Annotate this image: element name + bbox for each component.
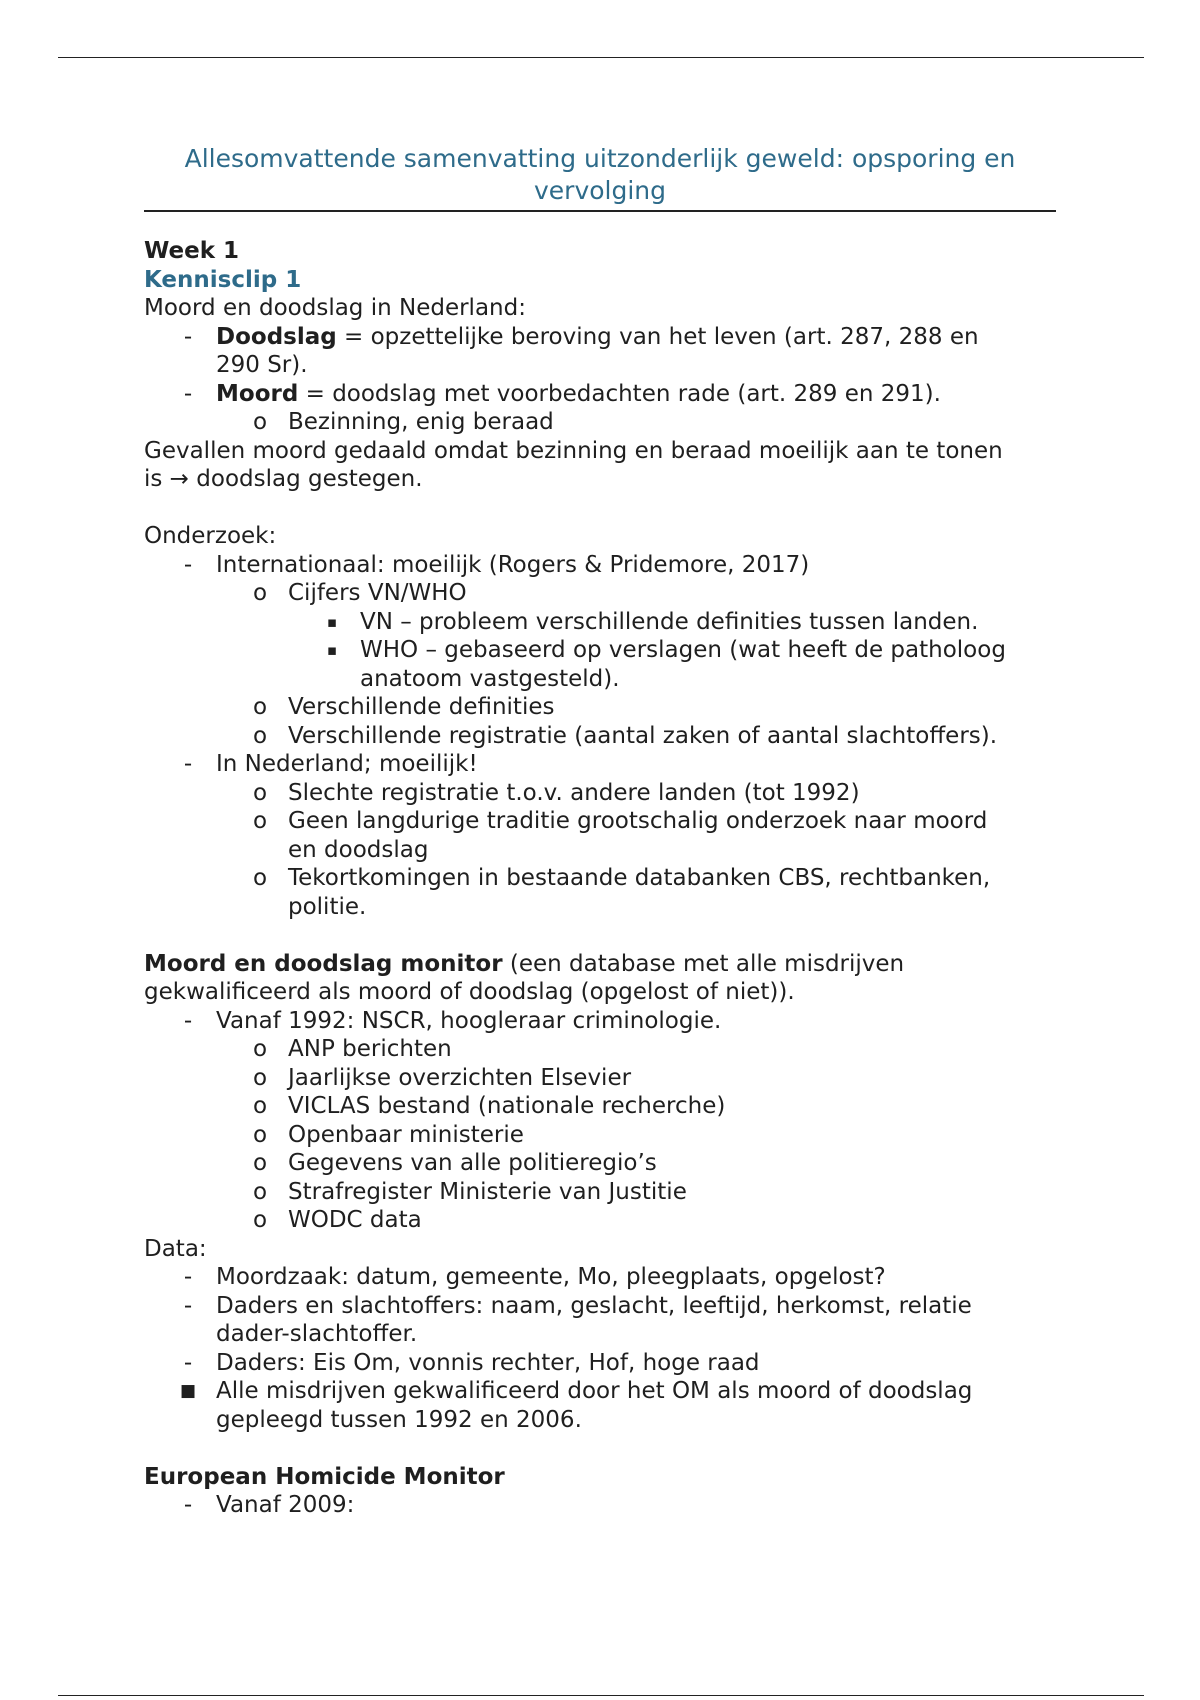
- list-item: [144, 1377, 1064, 1434]
- list-item: [144, 1121, 1064, 1150]
- header-rule: [58, 57, 1144, 58]
- list-item: [144, 1178, 1064, 1207]
- list-item: [144, 608, 1064, 637]
- circle-bullet: o: [252, 409, 268, 435]
- circle-bullet: o: [252, 1150, 268, 1176]
- week-heading: Week 1: [144, 238, 240, 264]
- square-bullet: ▪: [326, 612, 338, 631]
- circle-bullet: o: [252, 1093, 268, 1119]
- circle-bullet: o: [252, 1036, 268, 1062]
- circle-bullet: o: [252, 1178, 268, 1205]
- circle-bullet: o: [252, 722, 268, 749]
- circle-bullet: o: [252, 779, 268, 806]
- source-item: ANP berichten: [288, 1036, 452, 1062]
- nl-sub-3-cont: politie.: [288, 893, 367, 920]
- dash-bullet: -: [183, 1292, 193, 1319]
- list-item: [144, 1263, 1064, 1292]
- data-label: Data:: [144, 1235, 207, 1262]
- document-title: [144, 143, 1056, 212]
- dash-bullet: -: [183, 323, 193, 350]
- dash-bullet: -: [183, 1492, 193, 1518]
- data-item-3: Daders: Eis Om, vonnis rechter, Hof, hoge raad: [216, 1349, 760, 1376]
- nl-sub-2-cont: en doodslag: [288, 836, 429, 863]
- circle-bullet: o: [252, 1207, 268, 1233]
- list-item: [144, 779, 1064, 808]
- square-bullet: ▪: [326, 641, 338, 659]
- clip-heading: Kennisclip 1: [144, 266, 302, 293]
- list-item: [144, 1064, 1064, 1093]
- square-bullet: ■: [180, 1381, 197, 1401]
- list-item: [144, 380, 1064, 409]
- intl-sub-3: Verschillende registratie (aantal zaken of aantal slachtoffers).: [288, 722, 998, 749]
- paragraph-fall-cont: is → doodslag gestegen.: [144, 466, 423, 492]
- intl-sub-2: Verschillende definities: [288, 694, 555, 720]
- ehm-heading: European Homicide Monitor: [144, 1463, 505, 1490]
- circle-bullet: o: [252, 1064, 268, 1091]
- paragraph-fall: Gevallen moord gedaald omdat bezinning en beraad moeilijk aan te tonen: [144, 437, 1003, 464]
- list-item: [144, 693, 1064, 722]
- intl-sub-1b-cont: anatoom vastgesteld).: [360, 665, 620, 692]
- list-item: [144, 636, 1064, 693]
- moord-sub: Bezinning, enig beraad: [288, 409, 554, 435]
- dash-bullet: -: [183, 380, 193, 407]
- circle-bullet: o: [252, 808, 268, 834]
- source-item: Openbaar ministerie: [288, 1121, 524, 1148]
- def-moord: = doodslag met voorbedachten rade (art. 289 en 291).: [298, 380, 941, 407]
- list-item: [144, 1007, 1064, 1036]
- intl-text: Internationaal: moeilijk (Rogers & Pridemore, 2017): [216, 551, 810, 578]
- data-item-4: Alle misdrijven gekwalificeerd door het OM als moord of doodslag: [216, 1378, 973, 1404]
- source-item: VICLAS bestand (nationale recherche): [288, 1093, 726, 1119]
- data-item-4-cont: gepleegd tussen 1992 en 2006.: [216, 1406, 582, 1433]
- dash-bullet: -: [183, 1349, 193, 1376]
- dash-bullet: -: [183, 751, 193, 777]
- since-2009: Vanaf 2009:: [216, 1492, 355, 1518]
- footer-rule: [58, 1695, 1144, 1696]
- intl-sub-1a: VN – probleem verschillende definities tussen landen.: [360, 608, 979, 635]
- list-item: [144, 579, 1064, 608]
- intl-sub-1b: WHO – gebaseerd op verslagen (wat heeft de patholoog: [360, 637, 1006, 663]
- data-item-2: Daders en slachtoffers: naam, geslacht, leeftijd, herkomst, relatie: [216, 1292, 972, 1319]
- nl-sub-3: Tekortkomingen in bestaande databanken CBS, rechtbanken,: [288, 865, 991, 891]
- source-item: Strafregister Ministerie van Justitie: [288, 1178, 687, 1205]
- list-item: [144, 1035, 1064, 1064]
- nl-sub-1: Slechte registratie t.o.v. andere landen (tot 1992): [288, 779, 860, 806]
- monitor-desc: (een database met alle misdrijven: [502, 950, 905, 977]
- research-label: Onderzoek:: [144, 523, 277, 549]
- list-item: [144, 1349, 1064, 1378]
- term-moord: Moord: [216, 380, 299, 407]
- monitor-desc-cont: gekwalificeerd als moord of doodslag (opgelost of niet)).: [144, 979, 795, 1005]
- dash-bullet: -: [183, 551, 193, 578]
- list-item: [144, 408, 1064, 437]
- since-1992: Vanaf 1992: NSCR, hoogleraar criminologie.: [216, 1007, 722, 1034]
- term-doodslag: Doodslag: [216, 323, 337, 350]
- list-item: [144, 551, 1064, 580]
- document-body: [144, 237, 1064, 1520]
- list-item: [144, 750, 1064, 779]
- list-item: [144, 1206, 1064, 1235]
- title-line-2: vervolging: [533, 176, 667, 205]
- list-item: [144, 807, 1064, 864]
- source-item: Gegevens van alle politieregio’s: [288, 1150, 657, 1176]
- data-item-2-cont: dader-slachtoffer.: [216, 1321, 418, 1347]
- source-item: Jaarlijkse overzichten Elsevier: [288, 1064, 632, 1091]
- list-item: [144, 722, 1064, 751]
- circle-bullet: o: [252, 580, 268, 606]
- dash-bullet: -: [183, 1264, 193, 1290]
- list-item: [144, 1092, 1064, 1121]
- nl-text: In Nederland; moeilijk!: [216, 751, 478, 777]
- circle-bullet: o: [252, 694, 268, 720]
- def-doodslag-cont: 290 Sr).: [216, 352, 308, 378]
- data-item-1: Moordzaak: datum, gemeente, Mo, pleegplaats, opgelost?: [216, 1264, 886, 1290]
- circle-bullet: o: [252, 865, 268, 891]
- circle-bullet: o: [252, 1121, 268, 1148]
- list-item: [144, 864, 1064, 921]
- list-item: [144, 1292, 1064, 1349]
- list-item: [144, 323, 1064, 380]
- dash-bullet: -: [183, 1007, 193, 1034]
- list-item: [144, 1149, 1064, 1178]
- list-item: [144, 1491, 1064, 1520]
- nl-sub-2: Geen langdurige traditie grootschalig onderzoek naar moord: [288, 808, 988, 834]
- source-item: WODC data: [288, 1207, 422, 1233]
- intl-sub-1: Cijfers VN/WHO: [288, 580, 467, 606]
- title-line-1: Allesomvattende samenvatting uitzonderlijk geweld: opsporing en: [184, 144, 1016, 173]
- monitor-title: Moord en doodslag monitor: [144, 950, 503, 977]
- def-doodslag: = opzettelijke beroving van het leven (art. 287, 288 en: [336, 323, 979, 350]
- intro-text: Moord en doodslag in Nederland:: [144, 295, 526, 321]
